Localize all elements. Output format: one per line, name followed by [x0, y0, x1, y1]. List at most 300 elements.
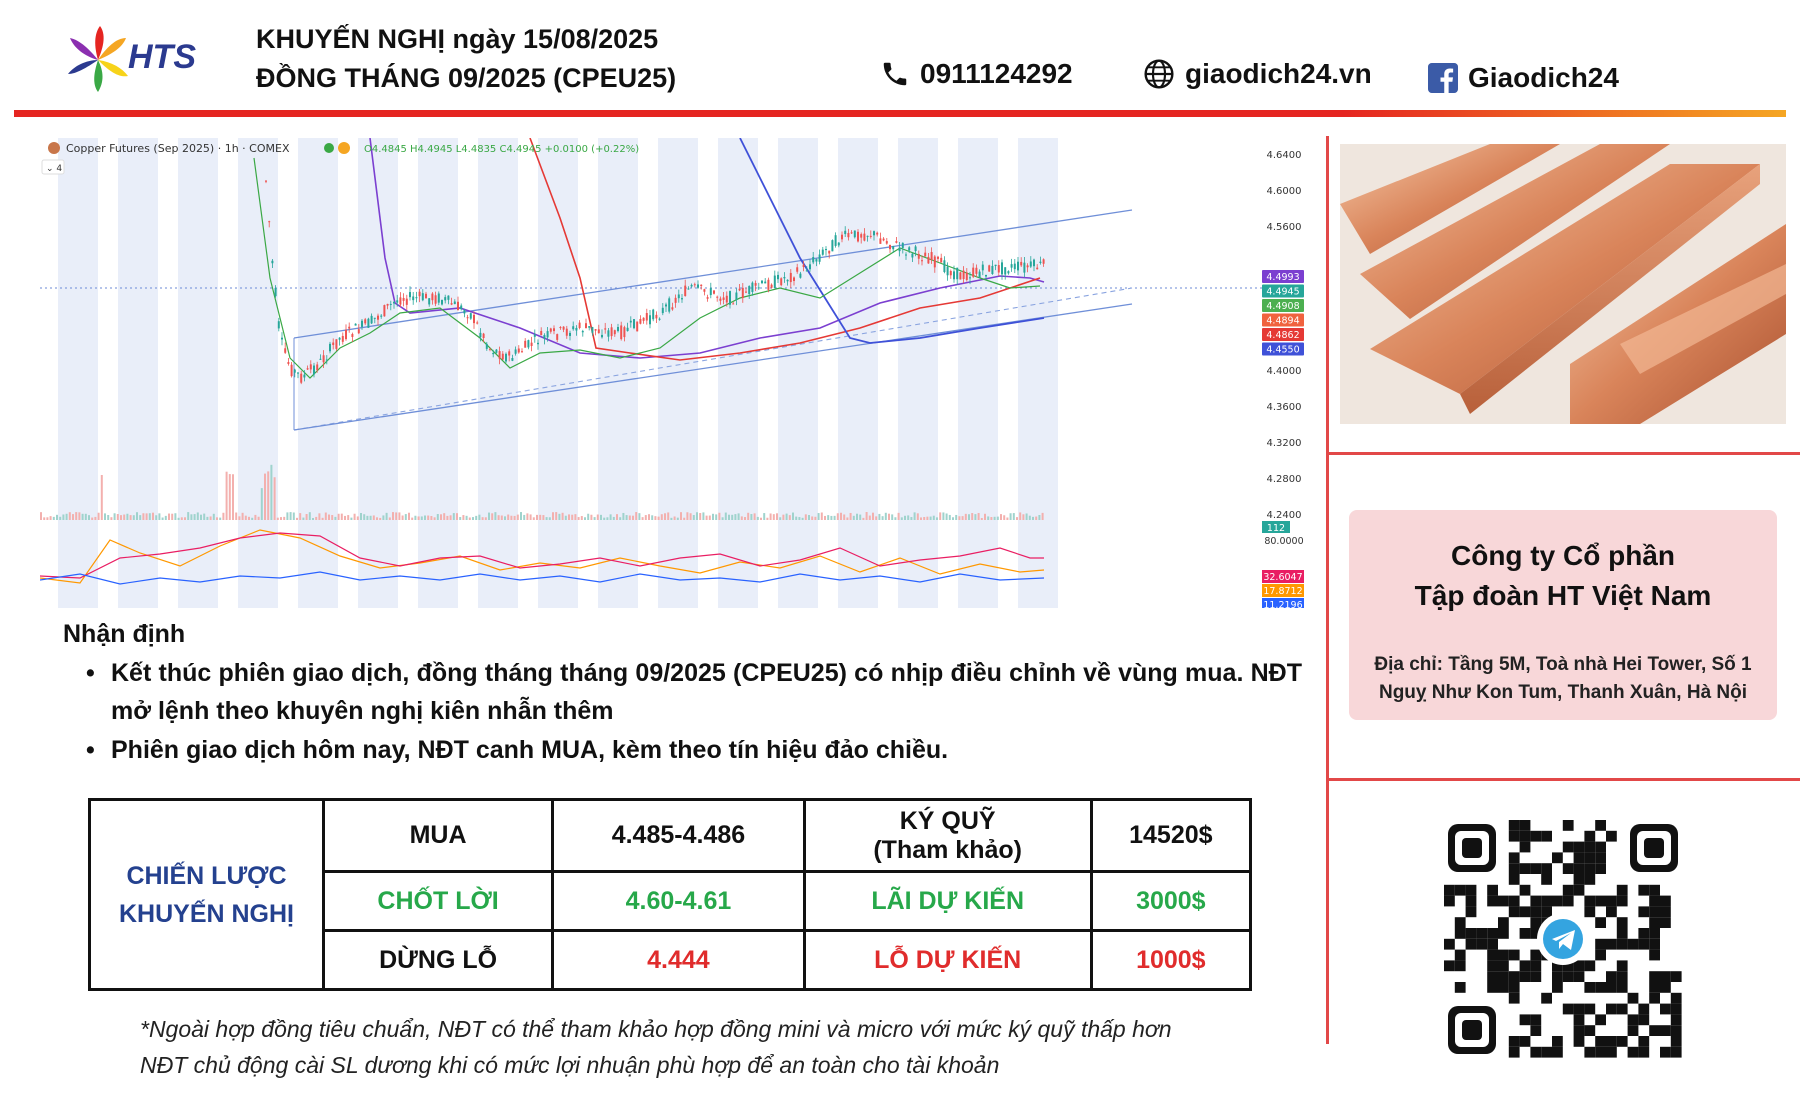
- volume-bar: [702, 512, 704, 520]
- volume-bar: [562, 513, 564, 520]
- candle-body: [662, 308, 664, 313]
- candle-body: [617, 327, 619, 331]
- volume-bar: [667, 512, 669, 520]
- volume-bar: [123, 515, 125, 520]
- candle-body: [547, 331, 549, 337]
- volume-bar: [395, 512, 397, 520]
- candle-body: [364, 319, 366, 323]
- volume-bar: [293, 513, 295, 520]
- volume-bar: [501, 515, 503, 520]
- volume-bar: [638, 513, 640, 520]
- qr-module: [1584, 831, 1595, 842]
- volume-bar: [466, 516, 468, 520]
- price-badge-label: 4.4993: [1266, 272, 1300, 283]
- candle-body: [883, 239, 885, 241]
- qr-module: [1638, 1004, 1649, 1015]
- volume-bar: [194, 514, 196, 520]
- volume-bar: [325, 513, 327, 520]
- volume-bar: [453, 513, 455, 520]
- candle-body: [966, 273, 968, 280]
- metric-cell: [804, 800, 1091, 872]
- qr-module: [1671, 971, 1682, 982]
- volume-bar: [357, 516, 359, 520]
- volume-bar: [578, 517, 580, 520]
- volume-bar: [757, 517, 759, 520]
- qr-module: [1584, 960, 1595, 971]
- volume-bar: [888, 514, 890, 520]
- qr-module: [1520, 863, 1531, 874]
- volume-bar: [296, 518, 298, 520]
- volume-bar: [555, 512, 557, 520]
- candle-body: [607, 330, 609, 336]
- candle-body: [441, 300, 443, 305]
- volume-bar: [174, 513, 176, 520]
- volume-bar: [949, 515, 951, 520]
- qr-module: [1628, 939, 1639, 950]
- candle-body: [399, 297, 401, 304]
- volume-bar: [184, 517, 186, 520]
- qr-module: [1563, 896, 1574, 907]
- price-badge-label: 4.4550: [1266, 344, 1300, 356]
- qr-module: [1628, 1025, 1639, 1036]
- candle-body: [1030, 261, 1032, 266]
- volume-bar: [782, 515, 784, 520]
- volume-bar: [686, 512, 688, 520]
- candle-body: [1043, 259, 1045, 263]
- volume-bar: [328, 515, 330, 520]
- qr-module: [1520, 906, 1531, 917]
- volume-bar: [581, 516, 583, 520]
- price-axis-tick: 4.3200: [1266, 438, 1302, 449]
- qr-module: [1617, 982, 1628, 993]
- candle-body: [796, 267, 798, 271]
- volume-bar: [747, 513, 749, 520]
- candle-body: [342, 336, 344, 342]
- price-axis-tick: 4.4000: [1266, 366, 1302, 377]
- volume-bar: [514, 516, 516, 520]
- volume-bar: [232, 474, 234, 520]
- metric-cell: LÃI DỰ KIẾN: [804, 872, 1091, 931]
- volume-bar: [338, 514, 340, 520]
- analysis-bullet-2: [86, 731, 1302, 769]
- qr-module: [1476, 928, 1487, 939]
- volume-bar: [216, 517, 218, 520]
- volume-bar: [869, 516, 871, 520]
- volume-bar: [814, 517, 816, 520]
- candle-body: [268, 221, 270, 222]
- candle-body: [799, 274, 801, 278]
- candle-body: [265, 181, 267, 182]
- candle-body: [927, 257, 929, 264]
- volume-bar: [302, 518, 304, 520]
- price-axis-tick: 4.3600: [1266, 402, 1302, 413]
- candle-body: [911, 254, 913, 258]
- qr-module: [1617, 1004, 1628, 1015]
- volume-bar: [795, 517, 797, 520]
- column-divider: [1326, 136, 1329, 1044]
- volume-bar: [1032, 517, 1034, 520]
- volume-bar: [984, 514, 986, 520]
- volume-bar: [622, 513, 624, 520]
- volume-bar: [254, 515, 256, 520]
- volume-bar: [546, 517, 548, 520]
- qr-module: [1444, 885, 1455, 896]
- company-address-line1: Địa chỉ: Tầng 5M, Toà nhà Hei Tower, Số 1: [1374, 654, 1752, 675]
- candle-body: [419, 292, 421, 296]
- qr-module: [1671, 1047, 1682, 1058]
- candle-body: [403, 298, 405, 301]
- volume-bar: [974, 514, 976, 520]
- volume-bar: [1035, 517, 1037, 520]
- qr-module: [1574, 1004, 1585, 1015]
- oscillator-badge-label: 11.2196: [1263, 600, 1303, 608]
- header-divider: [14, 110, 1786, 117]
- volume-bar: [994, 517, 996, 520]
- volume-bar: [878, 514, 880, 520]
- candle-body: [905, 255, 907, 256]
- qr-module: [1617, 971, 1628, 982]
- volume-bar: [910, 517, 912, 520]
- volume-bar: [965, 514, 967, 520]
- volume-bar: [270, 465, 272, 520]
- candle-body: [486, 344, 488, 349]
- qr-module: [1530, 1014, 1541, 1025]
- qr-module: [1530, 971, 1541, 982]
- price-badge-label: 4.4908: [1266, 301, 1300, 312]
- candle-body: [831, 240, 833, 251]
- qr-module: [1584, 1025, 1595, 1036]
- candle-body: [575, 328, 577, 331]
- qr-module: [1541, 993, 1552, 1004]
- candle-body: [755, 283, 757, 286]
- volume-bar: [766, 518, 768, 520]
- candle-body: [518, 349, 520, 353]
- volume-bar: [504, 516, 506, 520]
- candle-body: [489, 349, 491, 350]
- volume-bar: [149, 513, 151, 520]
- qr-module: [1466, 928, 1477, 939]
- candle-body: [943, 260, 945, 272]
- volume-bar: [715, 514, 717, 520]
- qr-module: [1455, 960, 1466, 971]
- volume-bar: [642, 517, 644, 520]
- volume-bar: [1019, 512, 1021, 520]
- qr-module: [1498, 896, 1509, 907]
- candle-body: [556, 334, 558, 340]
- volume-bar: [290, 512, 292, 520]
- qr-module: [1638, 928, 1649, 939]
- amount-cell: 14520$: [1091, 800, 1250, 872]
- candle-body: [326, 360, 328, 361]
- candle-body: [636, 322, 638, 332]
- qr-module: [1487, 950, 1498, 961]
- volume-bar: [114, 513, 116, 520]
- facebook-page: Giaodich24: [1468, 62, 1619, 93]
- qr-module: [1660, 971, 1671, 982]
- qr-module: [1649, 939, 1660, 950]
- candle-body: [691, 285, 693, 287]
- qr-module: [1584, 1047, 1595, 1058]
- candle-body: [892, 246, 894, 249]
- qr-module: [1563, 885, 1574, 896]
- candle-body: [620, 325, 622, 339]
- qr-module: [1584, 982, 1595, 993]
- candle-body: [748, 286, 750, 294]
- globe-icon: [1143, 58, 1175, 90]
- qr-module: [1595, 1047, 1606, 1058]
- candle-body: [876, 233, 878, 235]
- candle-body: [863, 234, 865, 241]
- candle-body: [483, 334, 485, 338]
- qr-module: [1574, 852, 1585, 863]
- candle-body: [860, 234, 862, 237]
- volume-bar: [267, 471, 269, 520]
- telegram-qr-code[interactable]: [1444, 820, 1682, 1058]
- candle-body: [431, 294, 433, 301]
- volume-bar: [699, 513, 701, 520]
- volume-bar: [920, 517, 922, 520]
- qr-module: [1638, 885, 1649, 896]
- volume-bar: [962, 516, 964, 520]
- volume-bar: [818, 513, 820, 520]
- bullet-dot: •: [86, 659, 95, 687]
- volume-bar: [334, 517, 336, 520]
- volume-bar: [824, 516, 826, 520]
- qr-module: [1574, 960, 1585, 971]
- candle-body: [668, 298, 670, 311]
- session-band: [778, 138, 818, 608]
- bullet-dot: •: [86, 736, 95, 764]
- volume-bar: [603, 518, 605, 520]
- qr-module: [1455, 885, 1466, 896]
- volume-bar: [411, 518, 413, 520]
- volume-bar: [754, 513, 756, 520]
- candle-body: [828, 251, 830, 254]
- session-band: [118, 138, 158, 608]
- facebook-contact[interactable]: [1428, 62, 1619, 94]
- qr-module: [1530, 863, 1541, 874]
- candle-body: [819, 255, 821, 262]
- candle-body: [579, 323, 581, 328]
- volume-bar: [373, 515, 375, 520]
- candle-body: [908, 247, 910, 250]
- volume-bar: [110, 517, 112, 520]
- qr-module: [1649, 885, 1660, 896]
- facebook-icon: [1428, 63, 1458, 93]
- volume-bar: [382, 515, 384, 520]
- candle-body: [569, 333, 571, 336]
- volume-bar: [168, 514, 170, 520]
- qr-module: [1520, 820, 1531, 831]
- volume-bar: [424, 516, 426, 520]
- volume-bar: [664, 513, 666, 520]
- candle-body: [979, 272, 981, 278]
- price-badge-label: 4.4862: [1266, 330, 1300, 341]
- volume-bar: [718, 513, 720, 520]
- candle-body: [1033, 260, 1035, 267]
- volume-bar: [274, 477, 276, 520]
- volume-bar: [62, 514, 64, 520]
- candle-body: [713, 290, 715, 293]
- candle-body: [1020, 262, 1022, 265]
- candle-body: [361, 321, 363, 327]
- candle-body: [396, 300, 398, 302]
- candle-body: [643, 318, 645, 321]
- qr-module: [1563, 1004, 1574, 1015]
- candle-body: [1014, 264, 1016, 269]
- volume-bar: [779, 517, 781, 520]
- metric-line1: KÝ QUỸ: [899, 806, 996, 835]
- volume-bar: [885, 513, 887, 520]
- qr-module: [1498, 917, 1509, 928]
- volume-bar: [56, 515, 58, 520]
- candle-body: [1004, 267, 1006, 274]
- amount-cell: 3000$: [1091, 872, 1250, 931]
- volume-bar: [469, 517, 471, 520]
- volume-bar: [1038, 515, 1040, 520]
- volume-bar: [680, 512, 682, 520]
- volume-bar: [235, 513, 237, 520]
- candle-body: [1039, 262, 1041, 263]
- qr-module: [1649, 950, 1660, 961]
- phone-contact[interactable]: [880, 58, 1073, 90]
- qr-module: [1595, 939, 1606, 950]
- metric-cell: LỖ DỰ KIẾN: [804, 931, 1091, 990]
- volume-bar: [430, 516, 432, 520]
- qr-module: [1574, 971, 1585, 982]
- candle-body: [697, 284, 699, 287]
- qr-module: [1617, 928, 1628, 939]
- qr-module: [1541, 1047, 1552, 1058]
- volume-bar: [728, 515, 730, 520]
- qr-module: [1563, 971, 1574, 982]
- volume-bar: [946, 513, 948, 520]
- qr-module: [1498, 960, 1509, 971]
- volume-bar: [898, 513, 900, 520]
- candle-body: [527, 340, 529, 347]
- volume-bar: [398, 512, 400, 520]
- candle-body: [294, 370, 296, 373]
- candle-body: [822, 250, 824, 255]
- candle-body: [367, 319, 369, 328]
- qr-module: [1498, 950, 1509, 961]
- volume-bar: [299, 513, 301, 520]
- candle-body: [959, 272, 961, 279]
- qr-module: [1476, 939, 1487, 950]
- candle-body: [323, 355, 325, 362]
- candle-body: [937, 257, 939, 259]
- volume-bar: [78, 512, 80, 520]
- volume-bar: [786, 514, 788, 520]
- session-band: [358, 138, 398, 608]
- volume-bar: [1042, 513, 1044, 520]
- qr-module: [1552, 896, 1563, 907]
- candle-body: [646, 313, 648, 320]
- volume-bar: [88, 515, 90, 520]
- volume-bar: [760, 518, 762, 520]
- volume-bar: [475, 516, 477, 520]
- volume-bar: [923, 517, 925, 520]
- volume-bar: [872, 513, 874, 520]
- qr-module: [1455, 982, 1466, 993]
- volume-bar: [843, 514, 845, 520]
- qr-module: [1509, 852, 1520, 863]
- candle-body: [543, 335, 545, 339]
- qr-module: [1649, 906, 1660, 917]
- volume-bar: [968, 514, 970, 520]
- session-band: [178, 138, 218, 608]
- candle-body: [825, 249, 827, 250]
- copper-image-canvas: [1340, 144, 1786, 424]
- qr-module: [1563, 842, 1574, 853]
- candle-body: [479, 333, 481, 337]
- volume-bar: [187, 512, 189, 520]
- qr-module: [1509, 993, 1520, 1004]
- volume-bar: [997, 517, 999, 520]
- volume-bar: [229, 474, 231, 520]
- candle-body: [572, 326, 574, 329]
- oscillator-axis-tick: 80.0000: [1264, 536, 1304, 547]
- website-contact[interactable]: [1143, 58, 1372, 90]
- volume-badge-label: 112: [1266, 523, 1286, 534]
- volume-bar: [846, 517, 848, 520]
- qr-module: [1498, 971, 1509, 982]
- volume-bar: [901, 517, 903, 520]
- session-band: [58, 138, 98, 608]
- candle-body: [915, 246, 917, 251]
- section-divider: [1326, 452, 1800, 455]
- volume-bar: [981, 518, 983, 520]
- volume-bar: [830, 516, 832, 520]
- candle-body: [847, 233, 849, 237]
- volume-bar: [763, 513, 765, 520]
- qr-module: [1444, 939, 1455, 950]
- qr-module: [1671, 1004, 1682, 1015]
- volume-bar: [82, 514, 84, 520]
- candle-body: [582, 331, 584, 332]
- candle-body: [275, 288, 277, 296]
- qr-module: [1595, 896, 1606, 907]
- volume-bar: [712, 514, 714, 520]
- volume-bar: [498, 515, 500, 520]
- price-chart: [40, 138, 1314, 608]
- volume-bar: [158, 513, 160, 520]
- volume-bar: [770, 513, 772, 520]
- candle-body: [735, 293, 737, 300]
- candle-body: [502, 354, 504, 360]
- volume-bar: [318, 513, 320, 520]
- candle-body: [355, 324, 357, 326]
- volume-bar: [821, 512, 823, 520]
- volume-bar: [510, 516, 512, 520]
- qr-module: [1595, 1014, 1606, 1025]
- analysis-bullet-1: [86, 654, 1302, 730]
- candle-body: [655, 315, 657, 319]
- volume-bar: [53, 517, 55, 520]
- volume-bar: [907, 515, 909, 520]
- volume-bar: [750, 514, 752, 520]
- volume-bar: [376, 517, 378, 520]
- candle-body: [841, 235, 843, 240]
- volume-bar: [530, 514, 532, 520]
- qr-module: [1660, 917, 1671, 928]
- qr-module: [1498, 982, 1509, 993]
- candle-body: [566, 329, 568, 336]
- company-address-line2: Nguỵ Như Kon Tum, Thanh Xuân, Hà Nội: [1378, 682, 1748, 703]
- volume-bar: [104, 513, 106, 520]
- volume-bar: [94, 517, 96, 520]
- qr-module: [1541, 863, 1552, 874]
